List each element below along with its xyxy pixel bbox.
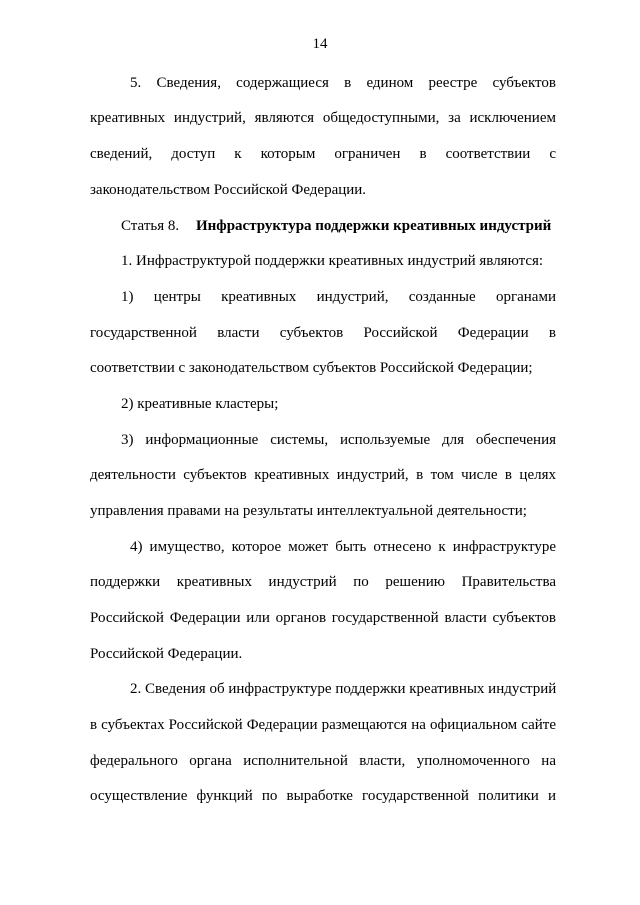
text-line: управления правами на результаты интеллектуальной деятельности; xyxy=(90,503,527,519)
text-line: поддержки креативных индустрий по решению Правительства xyxy=(90,574,556,590)
article-number: Статья 8. xyxy=(121,218,180,234)
page-number: 14 xyxy=(312,36,328,52)
text-line: соответствии с законодательством субъектов Российской Федерации; xyxy=(90,360,533,376)
text-line: Российской Федерации или органов государственной власти субъектов xyxy=(90,610,556,626)
text-line: креативных индустрий, являются общедоступными, за исключением xyxy=(90,110,556,126)
text-line: сведений, доступ к которым ограничен в соответствии с xyxy=(90,146,556,162)
text-line: в субъектах Российской Федерации размещаются на официальном сайте xyxy=(90,717,556,733)
article-heading xyxy=(121,217,556,235)
text-line: деятельности субъектов креативных индустрий, в том числе в целях xyxy=(90,467,556,483)
text-line: законодательством Российской Федерации. xyxy=(90,182,367,198)
text-line: 2. Сведения об инфраструктуре поддержки креативных индустрий xyxy=(130,681,556,697)
text-line: 1. Инфраструктурой поддержки креативных индустрий являются: xyxy=(121,253,544,269)
text-line: осуществление функций по выработке государственной политики и xyxy=(90,788,556,804)
text-line: 1) центры креативных индустрий, созданные органами xyxy=(121,289,556,305)
text-line: Российской Федерации. xyxy=(90,646,243,662)
text-line: 3) информационные системы, используемые для обеспечения xyxy=(121,432,556,448)
text-line: 5. Сведения, содержащиеся в едином реестре субъектов xyxy=(130,75,556,91)
text-line: государственной власти субъектов Российской Федерации в xyxy=(90,325,556,341)
text-line: федерального органа исполнительной власти, уполномоченного на xyxy=(90,753,556,769)
article-title: Инфраструктура поддержки креативных индустрий xyxy=(196,218,552,234)
text-line: 4) имущество, которое может быть отнесено к инфраструктуре xyxy=(130,539,556,555)
text-line: 2) креативные кластеры; xyxy=(121,396,279,412)
